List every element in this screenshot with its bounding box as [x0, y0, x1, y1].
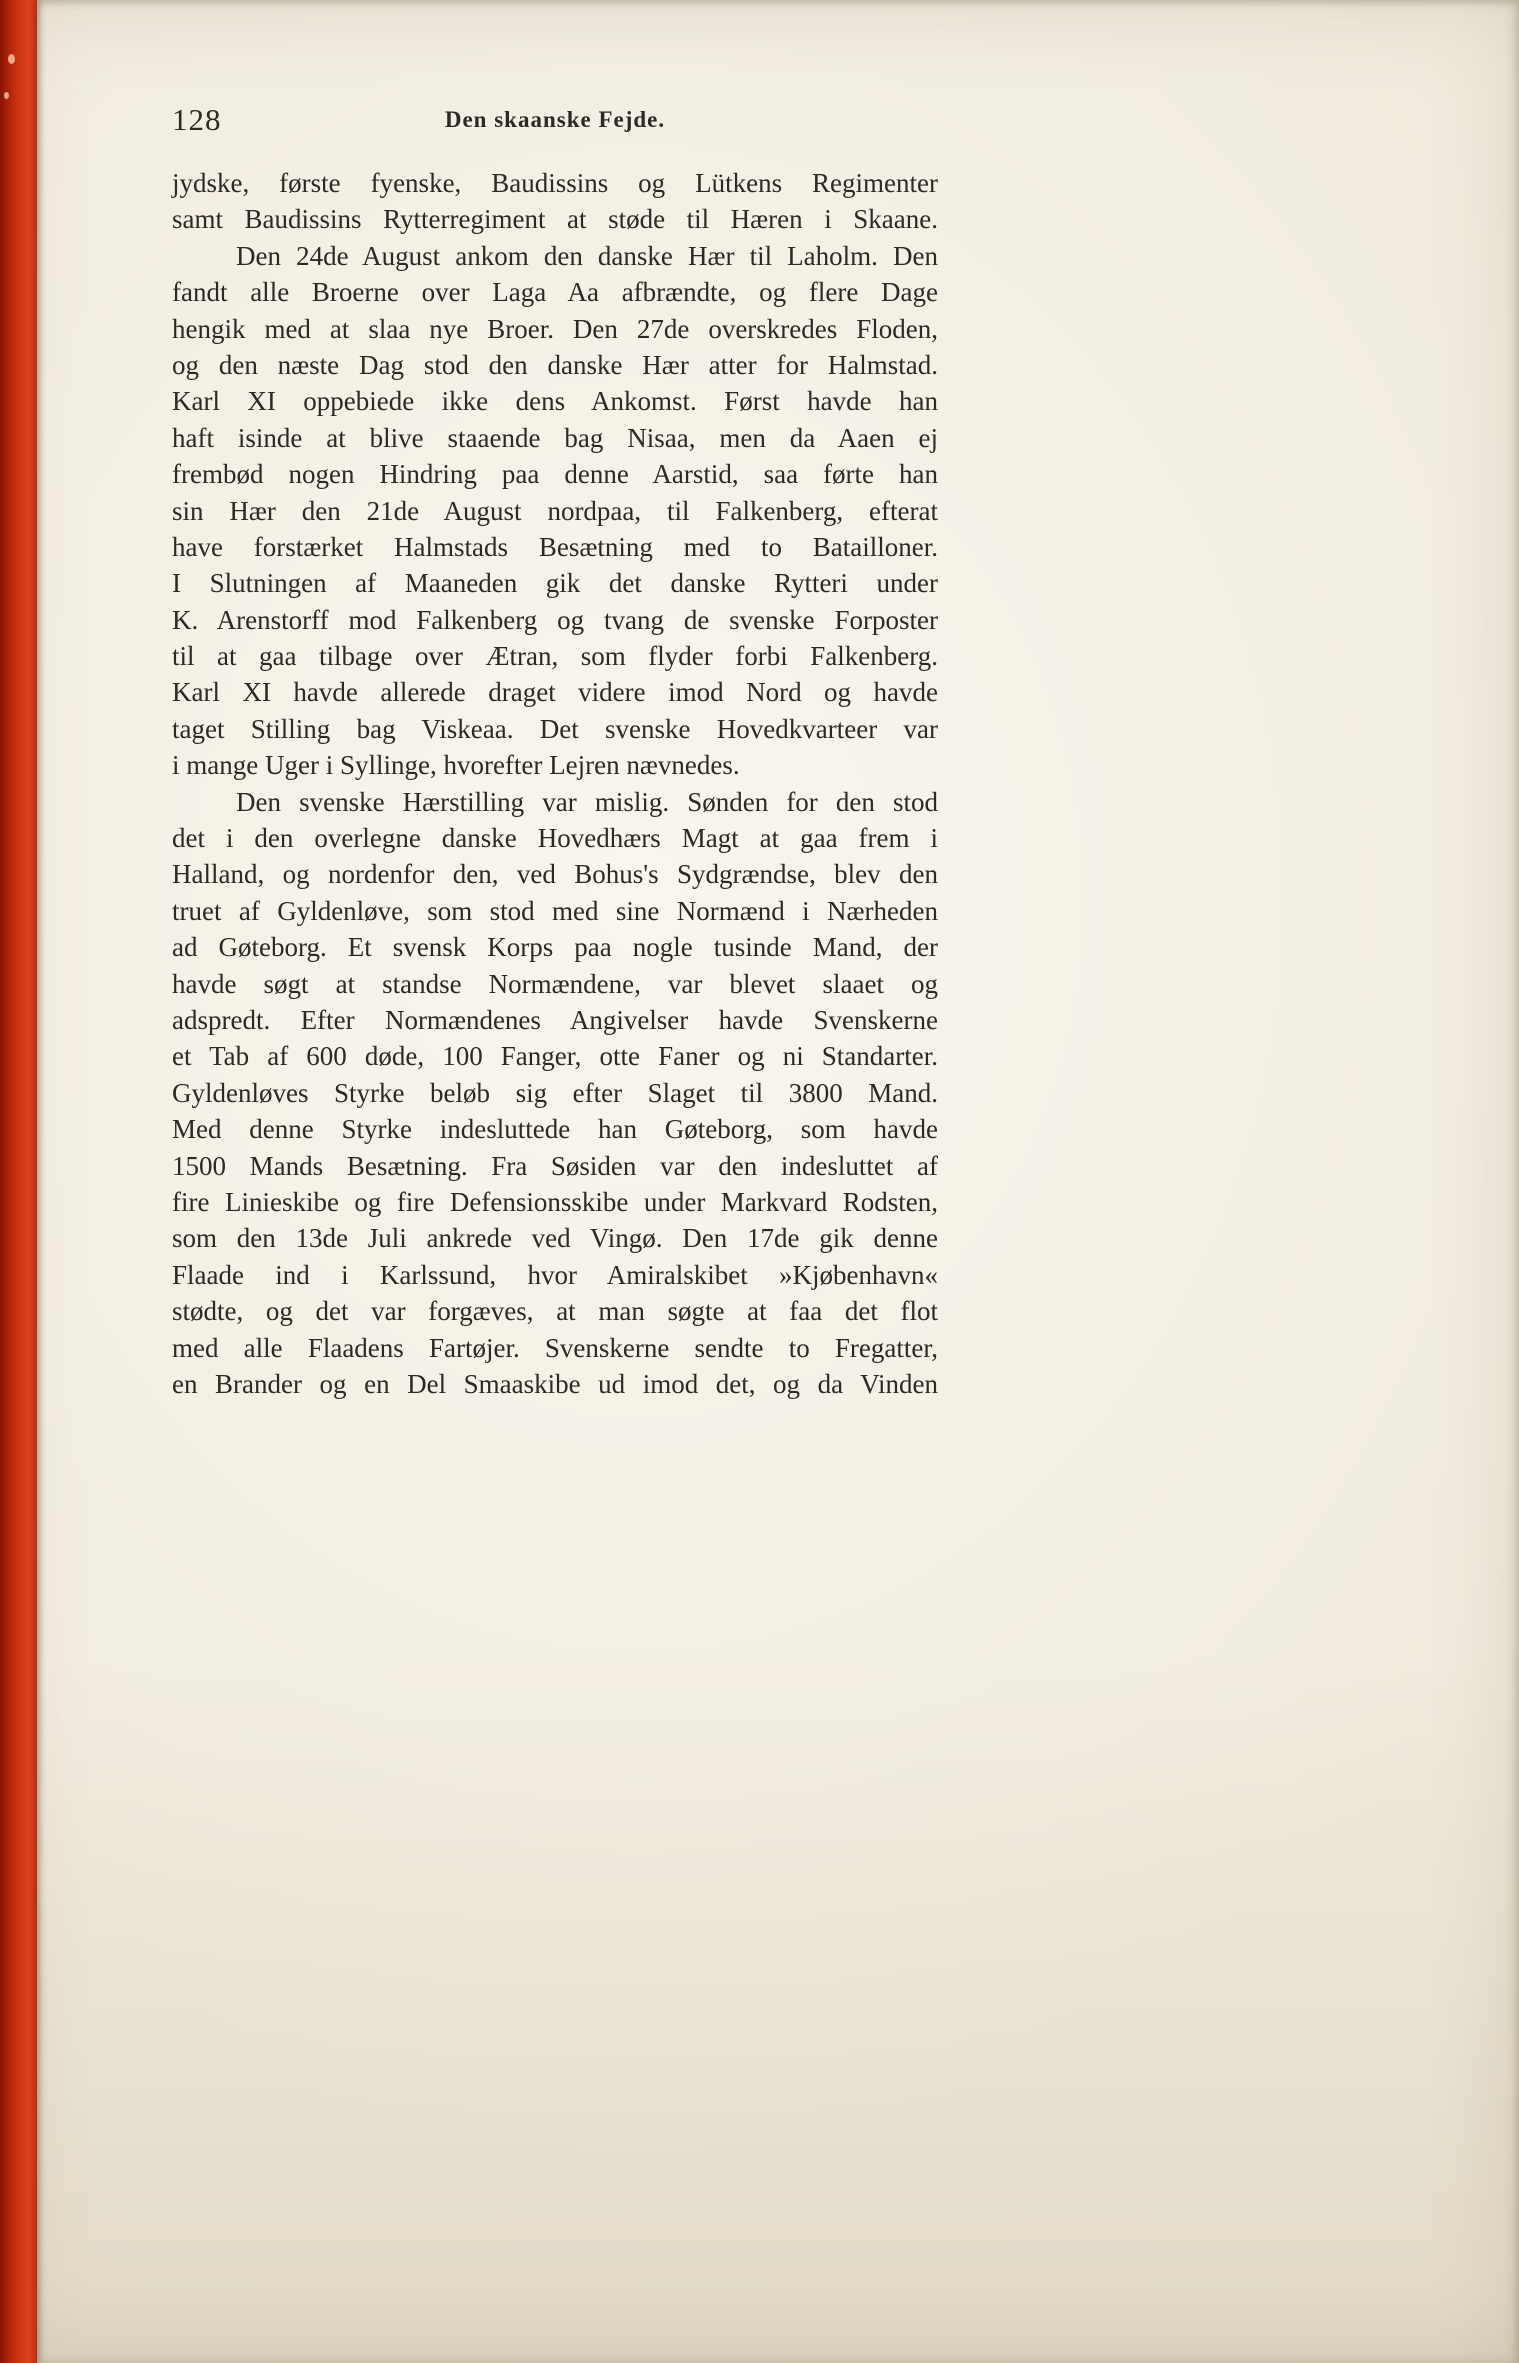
text-line: som den 13de Juli ankrede ved Vingø. Den 17de gik denne — [172, 1223, 938, 1254]
page-header — [172, 100, 938, 140]
text-line: med alle Flaadens Fartøjer. Svenskerne sendte to Fregatter, — [172, 1332, 938, 1363]
text-line: 1500 Mands Besætning. Fra Søsiden var den indesluttet af — [172, 1150, 938, 1181]
page-number: 128 — [172, 102, 222, 137]
text-line: et Tab af 600 døde, 100 Fanger, otte Faner og ni Standarter. — [172, 1041, 938, 1072]
text-line: hengik med at slaa nye Broer. Den 27de overskredes Floden, — [172, 313, 938, 344]
text-line: have forstærket Halmstads Besætning med to Batailloner. — [172, 531, 938, 562]
text-line: det i den overlegne danske Hovedhærs Magt at gaa frem i — [172, 823, 938, 854]
text-line: sin Hær den 21de August nordpaa, til Falkenberg, efterat — [172, 495, 938, 526]
text-body — [172, 165, 938, 1402]
text-line: adspredt. Efter Normændenes Angivelser havde Svenskerne — [172, 1004, 938, 1035]
text-line: en Brander og en Del Smaaskibe ud imod det, og da Vinden — [172, 1368, 938, 1399]
book-edge-strip — [0, 0, 37, 2363]
text-line: Karl XI havde allerede draget videre imod Nord og havde — [172, 677, 938, 708]
text-line: Den svenske Hærstilling var mislig. Sønden for den stod — [236, 786, 938, 817]
scan-speck — [4, 92, 9, 99]
text-line: stødte, og det var forgæves, at man søgte at faa det flot — [172, 1296, 938, 1327]
text-line: i mange Uger i Syllinge, hvorefter Lejren nævnedes. — [172, 750, 740, 781]
text-line: K. Arenstorff mod Falkenberg og tvang de svenske Forposter — [172, 604, 938, 635]
scan-speck — [8, 54, 15, 64]
text-line: taget Stilling bag Viskeaa. Det svenske Hovedkvarteer var — [172, 713, 938, 744]
text-line: Den 24de August ankom den danske Hær til Laholm. Den — [236, 240, 938, 271]
text-line: Halland, og nordenfor den, ved Bohus's Sydgrændse, blev den — [172, 859, 938, 890]
text-line: frembød nogen Hindring paa denne Aarstid, saa førte han — [172, 459, 938, 490]
text-line: fire Linieskibe og fire Defensionsskibe under Markvard Rodsten, — [172, 1186, 938, 1217]
text-line: jydske, første fyenske, Baudissins og Lütkens Regimenter — [172, 168, 938, 198]
text-line: havde søgt at standse Normændene, var blevet slaaet og — [172, 968, 938, 999]
text-line: Karl XI oppebiede ikke dens Ankomst. Først havde han — [172, 386, 938, 417]
text-line: I Slutningen af Maaneden gik det danske Rytteri under — [172, 568, 938, 599]
text-line: til at gaa tilbage over Ætran, som flyder forbi Falkenberg. — [172, 641, 938, 672]
text-line: haft isinde at blive staaende bag Nisaa, men da Aaen ej — [172, 422, 938, 453]
running-header: Den skaanske Fejde. — [444, 107, 666, 132]
text-line: Gyldenløves Styrke beløb sig efter Slaget til 3800 Mand. — [172, 1077, 938, 1108]
text-line: fandt alle Broerne over Laga Aa afbrændte, og flere Dage — [172, 277, 938, 308]
text-line: og den næste Dag stod den danske Hær atter for Halmstad. — [172, 349, 938, 380]
text-line: samt Baudissins Rytterregiment at støde til Hæren i Skaane. — [172, 204, 938, 235]
text-line: ad Gøteborg. Et svensk Korps paa nogle tusinde Mand, der — [172, 932, 938, 963]
text-line: Med denne Styrke indesluttede han Gøteborg, som havde — [172, 1114, 938, 1145]
text-line: Flaade ind i Karlssund, hvor Amiralskibet »Kjøbenhavn« — [172, 1259, 938, 1290]
text-line: truet af Gyldenløve, som stod med sine Normænd i Nærheden — [172, 895, 938, 926]
